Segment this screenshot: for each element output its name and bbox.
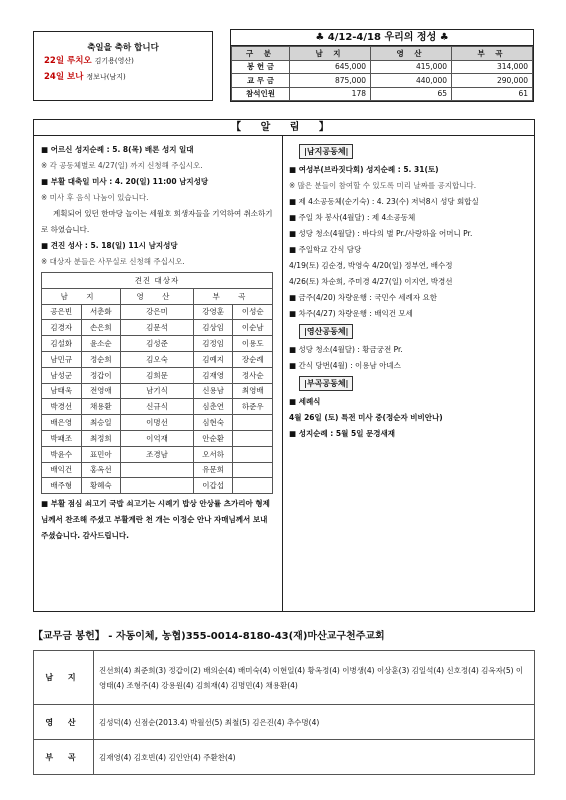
- candidate-name: 최정희: [81, 430, 121, 446]
- donation-row-label: 남 지: [34, 651, 94, 705]
- candidates-body: [42, 304, 273, 494]
- section-header-yeongsan: |영산공동체|: [299, 324, 353, 339]
- candidate-name: 김예지: [193, 351, 233, 367]
- notice-left-column: [41, 142, 277, 544]
- candidates-row: [42, 462, 273, 478]
- offering-value: 645,000: [290, 60, 371, 74]
- candidates-header-cell: 남 지: [42, 288, 121, 304]
- feast-day-date: 24일 보나: [44, 72, 84, 82]
- candidate-name: 최승일: [81, 415, 121, 431]
- notice-item: ■ 여성부(브라짓다회) 성지순례 : 5. 31(토): [289, 165, 439, 174]
- candidates-header-cell: 영 산: [121, 288, 194, 304]
- offering-value: 61: [452, 87, 533, 101]
- candidate-name: 정사순: [233, 367, 273, 383]
- offering-value: 290,000: [452, 74, 533, 88]
- notice-item: 4/19(토) 김순경, 박영숙 4/20(일) 정부연, 배수정: [289, 261, 453, 270]
- candidate-name: 이순남: [233, 320, 273, 336]
- candidate-name: 장순례: [233, 351, 273, 367]
- notice-item: ■ 견진 성사 : 5. 18(일) 11시 남지성당: [41, 241, 178, 250]
- section-header-bugok: |부곡공동체|: [299, 376, 353, 391]
- candidate-name: 손은희: [81, 320, 121, 336]
- notice-item: ■ 부활 대축일 미사 : 4. 20(일) 11:00 남지성당: [41, 177, 209, 186]
- offering-row-label: 봉 헌 금: [232, 60, 290, 74]
- offering-value: 440,000: [371, 74, 452, 88]
- notice-item: ■ 성당 청소(4월달) : 황금궁전 Pr.: [289, 345, 403, 354]
- feast-day-heading: 축일을 축하 합니다: [87, 43, 159, 53]
- donation-row-names: 진선희(4) 최준희(3) 정갑이(2) 배의순(4) 배미숙(4) 이현일(4) 황옥정(4) 이병생(4) 이상훈(3) 김일석(4) 신호정(4) 김옥자(5) 이영태(4) 조형주(4) 강용원(4) 김희재(4) 김명민(4) 채용환(4): [94, 651, 535, 705]
- donation-row-names: 김재영(4) 김호빈(4) 김인안(4) 주환찬(4): [94, 740, 535, 775]
- candidate-name: 김재영: [193, 367, 233, 383]
- feast-day-names: 김기용(영산): [94, 57, 134, 65]
- candidate-name: 배익건: [42, 462, 82, 478]
- offering-title: ♣ 4/12-4/18 우리의 정성 ♣: [231, 30, 533, 46]
- feast-day-names: 정보나(남지): [86, 73, 126, 81]
- offering-table: [231, 46, 533, 101]
- offering-value: 65: [371, 87, 452, 101]
- donation-row-label: 영 산: [34, 705, 94, 740]
- candidate-name: [233, 415, 273, 431]
- donation-row-names: 김성덕(4) 신점순(2013.4) 박월선(5) 최철(5) 김은진(4) 추수명(4): [94, 705, 535, 740]
- notice-right-column: [289, 142, 531, 442]
- donation-row: [34, 705, 535, 740]
- candidate-name: 윤소순: [81, 336, 121, 352]
- candidate-name: 박윤수: [42, 446, 82, 462]
- offering-header-cell: 남 지: [290, 47, 371, 61]
- notice-note: ※ 미사 후 음식 나눔이 있습니다.: [41, 193, 149, 202]
- candidate-name: 황혜숙: [81, 478, 121, 494]
- candidates-row: [42, 383, 273, 399]
- candidate-name: 김경자: [42, 320, 82, 336]
- candidate-name: 남태욱: [42, 383, 82, 399]
- easter-thanks-note: ■ 부활 점심 쇠고기 국밥 쇠고기는 시례기 밥상 안상률 츠가리아 형제님께서 찬조해 주셨고 부활계란 천 개는 이정순 안나 자매님께서 보내 주셨습니다. 감사드립니다.: [41, 499, 270, 541]
- notice-note: ※ 대상자 분들은 사무실로 신청해 주십시오.: [41, 257, 185, 266]
- notice-item: ■ 간식 당번(4월) : 이용남 아녜스: [289, 361, 401, 370]
- candidate-name: 홍옥선: [81, 462, 121, 478]
- notice-item: ■ 차주(4/27) 차량운행 : 배익건 모세: [289, 309, 413, 318]
- candidates-row: [42, 415, 273, 431]
- candidate-name: 조경남: [121, 446, 194, 462]
- candidate-name: 하준우: [233, 399, 273, 415]
- candidate-name: 오서하: [193, 446, 233, 462]
- candidate-name: 공은빈: [42, 304, 82, 320]
- candidate-name: [121, 462, 194, 478]
- candidate-name: 최영배: [233, 383, 273, 399]
- notice-item: ■ 제 4소공동체(순기숙) : 4. 23(수) 저녁8시 성당 회합실: [289, 197, 479, 206]
- candidates-row: [42, 399, 273, 415]
- confirmation-candidates-table: [41, 272, 273, 494]
- offering-header-cell: 부 곡: [452, 47, 533, 61]
- candidate-name: 신용남: [193, 383, 233, 399]
- candidate-name: 채용환: [81, 399, 121, 415]
- offering-header-cell: 구 분: [232, 47, 290, 61]
- offering-header-cell: 영 산: [371, 47, 452, 61]
- offering-row: [232, 74, 533, 88]
- candidate-name: 이억재: [121, 430, 194, 446]
- candidates-row: [42, 367, 273, 383]
- candidate-name: 이용도: [233, 336, 273, 352]
- candidate-name: 전영애: [81, 383, 121, 399]
- candidate-name: [233, 478, 273, 494]
- donation-row: [34, 740, 535, 775]
- offering-value: 178: [290, 87, 371, 101]
- candidate-name: 김문석: [121, 320, 194, 336]
- candidate-name: 유문희: [193, 462, 233, 478]
- candidate-name: 남성군: [42, 367, 82, 383]
- notice-item: ■ 금주(4/20) 차량운행 : 국민수 세례자 요한: [289, 293, 438, 302]
- donation-heading: 【교무금 봉헌】 - 자동이체, 농협)355-0014-8180-43(재)마산교구천주교회: [33, 631, 385, 642]
- candidates-header-row: [42, 288, 273, 304]
- candidate-name: 정순희: [81, 351, 121, 367]
- candidate-name: 배은영: [42, 415, 82, 431]
- offering-header-row: [232, 47, 533, 61]
- notice-box: [33, 119, 535, 612]
- candidates-row: [42, 351, 273, 367]
- notice-note: ※ 많은 분들이 참여할 수 있도록 미리 날짜를 공지합니다.: [289, 181, 477, 190]
- offering-row: [232, 87, 533, 101]
- candidate-name: 서춘화: [81, 304, 121, 320]
- candidate-name: [233, 430, 273, 446]
- feast-day-date: 22일 루치오: [44, 56, 92, 66]
- candidate-name: 박경선: [42, 399, 82, 415]
- offering-value: 314,000: [452, 60, 533, 74]
- candidates-row: [42, 304, 273, 320]
- candidates-row: [42, 336, 273, 352]
- candidate-name: 정갑이: [81, 367, 121, 383]
- notice-item: ■ 주일 차 봉사(4월달) : 제 4소공동체: [289, 213, 416, 222]
- donation-row: [34, 651, 535, 705]
- section-header-namji: |남지공동체|: [299, 144, 353, 159]
- notice-item: ■ 세례식: [289, 397, 321, 406]
- candidates-row: [42, 446, 273, 462]
- notice-item: 4월 26일 (토) 특전 미사 중(정순자 비비안나): [289, 413, 443, 422]
- candidate-name: [233, 462, 273, 478]
- candidate-name: 남민규: [42, 351, 82, 367]
- offering-row: [232, 60, 533, 74]
- candidate-name: 김상임: [193, 320, 233, 336]
- candidate-name: 김정임: [193, 336, 233, 352]
- offering-row-label: 참석인원: [232, 87, 290, 101]
- feast-day-box: [33, 31, 213, 101]
- notice-item: ■ 성지순례 : 5월 5일 문경새재: [289, 429, 396, 438]
- offering-value: 875,000: [290, 74, 371, 88]
- notice-title: 【 알 림 】: [34, 120, 534, 136]
- candidates-row: [42, 320, 273, 336]
- notice-paragraph: 계획되어 있던 한마당 놀이는 세월호 희생자들을 기억하여 취소하기로 하였습니다.: [41, 209, 273, 234]
- candidates-caption-row: [42, 273, 273, 289]
- candidate-name: 이성순: [233, 304, 273, 320]
- candidates-row: [42, 478, 273, 494]
- candidate-name: [233, 446, 273, 462]
- notice-item: ■ 성당 청소(4월달) : 바다의 별 Pr./사랑하올 어머니 Pr.: [289, 229, 473, 238]
- candidate-name: 김희문: [121, 367, 194, 383]
- candidate-name: 강은미: [121, 304, 194, 320]
- offering-value: 415,000: [371, 60, 452, 74]
- candidate-name: 박패조: [42, 430, 82, 446]
- offering-box: [230, 29, 534, 102]
- candidate-name: 신규식: [121, 399, 194, 415]
- notice-item: 4/26(토) 차순희, 주미경 4/27(일) 이지연, 박경선: [289, 277, 453, 286]
- candidates-header-cell: 부 곡: [193, 288, 272, 304]
- candidate-name: 표민아: [81, 446, 121, 462]
- feast-day-item: [44, 69, 212, 85]
- notice-item: ■ 어르신 성지순례 : 5. 8(목) 배론 성지 일대: [41, 145, 194, 154]
- candidate-name: 심현숙: [193, 415, 233, 431]
- candidate-name: 김성준: [121, 336, 194, 352]
- candidate-name: 배주형: [42, 478, 82, 494]
- candidate-name: 이명선: [121, 415, 194, 431]
- candidate-name: 김오숙: [121, 351, 194, 367]
- candidate-name: 김설화: [42, 336, 82, 352]
- candidates-row: [42, 430, 273, 446]
- notice-item: ■ 주일학교 간식 담당: [289, 245, 362, 254]
- notice-note: ※ 각 공동체별로 4/27(일) 까지 신청해 주십시오.: [41, 161, 203, 170]
- candidate-name: 안순환: [193, 430, 233, 446]
- donation-table: [33, 650, 535, 775]
- candidate-name: 이갑섭: [193, 478, 233, 494]
- candidate-name: 남기식: [121, 383, 194, 399]
- candidate-name: 심춘연: [193, 399, 233, 415]
- column-divider: [282, 136, 283, 611]
- feast-day-item: [44, 53, 212, 69]
- candidate-name: [121, 478, 194, 494]
- candidate-name: 강영훈: [193, 304, 233, 320]
- offering-row-label: 교 무 금: [232, 74, 290, 88]
- candidates-caption: 견진 대상자: [42, 273, 273, 289]
- donation-row-label: 부 곡: [34, 740, 94, 775]
